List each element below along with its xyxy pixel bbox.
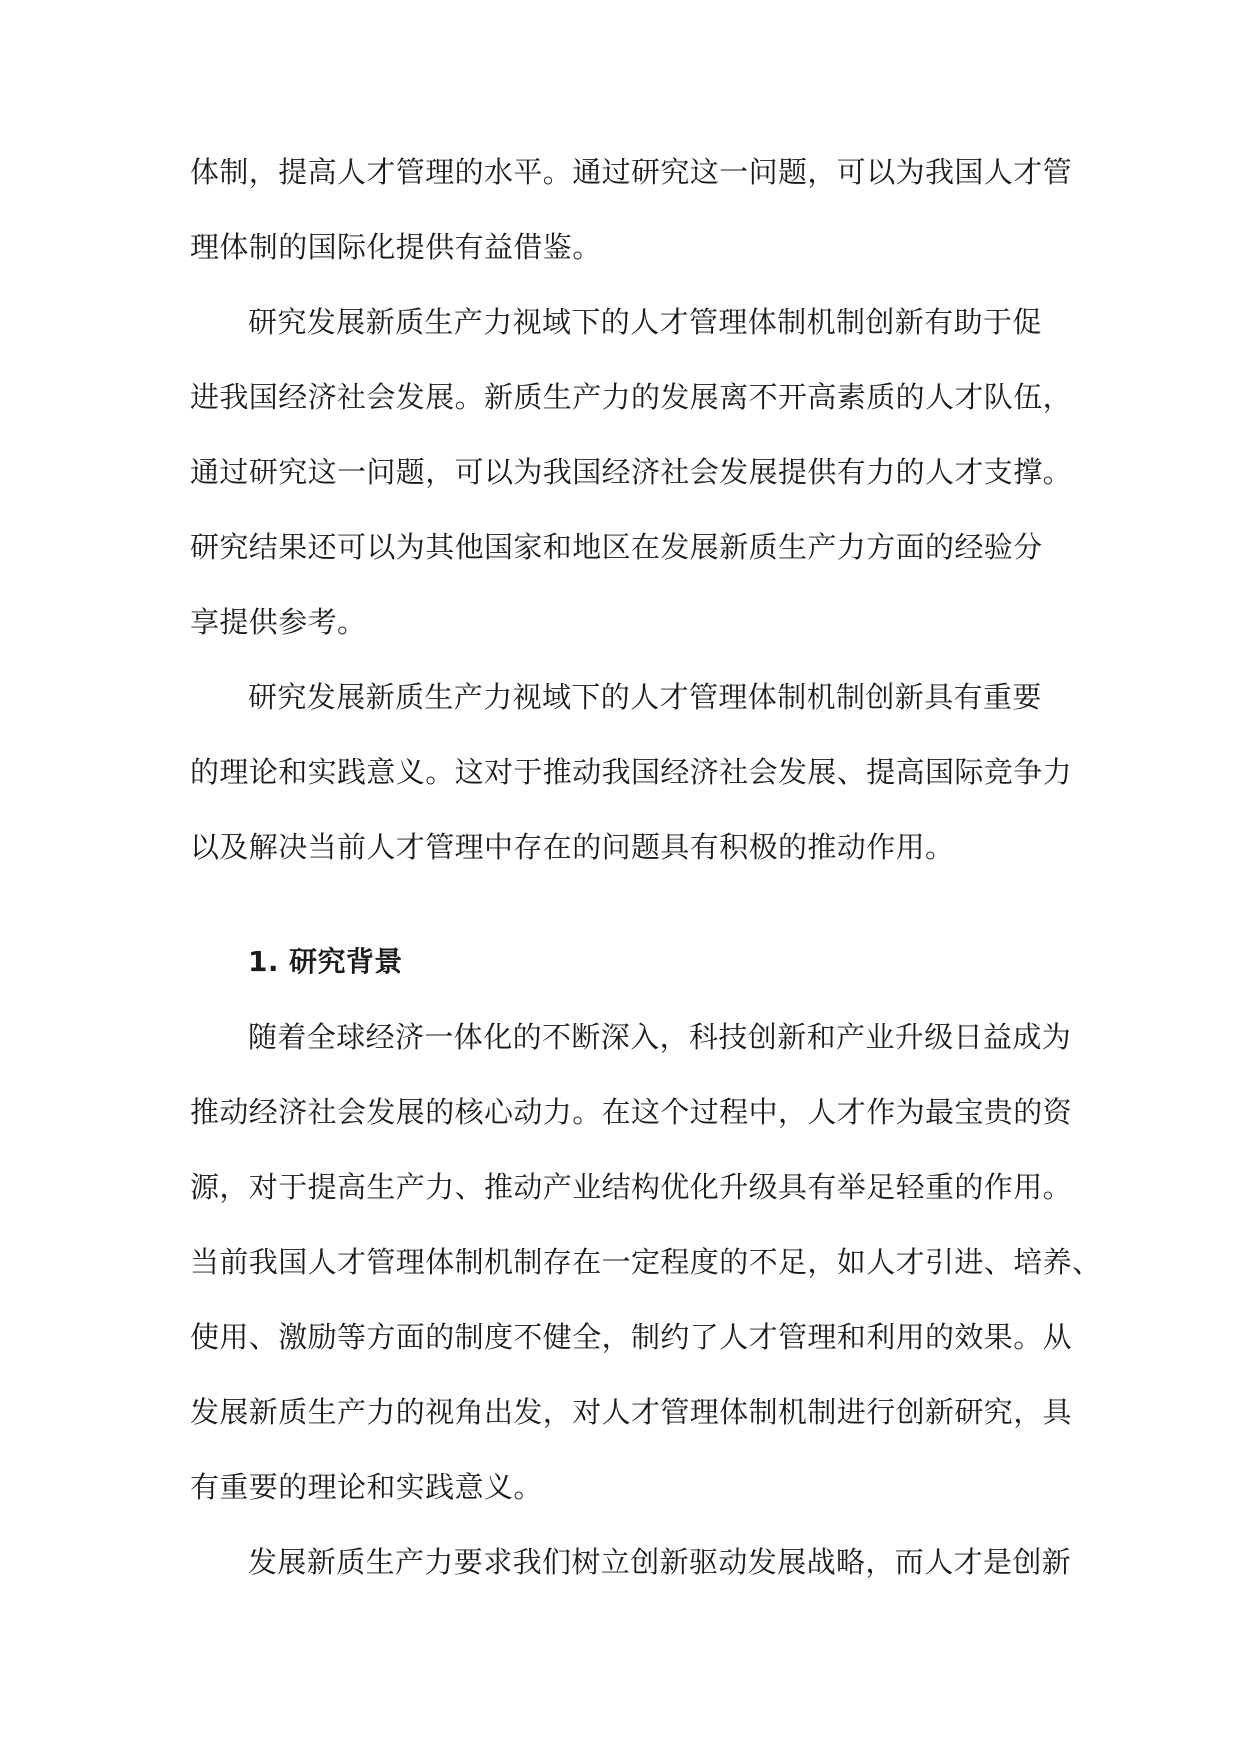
text-line: 推动经济社会发展的核心动力。在这个过程中，人才作为最宝贵的资	[190, 1095, 1073, 1129]
text-line: 理体制的国际化提供有益借鉴。	[190, 230, 602, 264]
text-line: 体制，提高人才管理的水平。通过研究这一问题，可以为我国人才管	[190, 155, 1073, 189]
text-line: 使用、激励等方面的制度不健全，制约了人才管理和利用的效果。从	[190, 1320, 1073, 1354]
text-line: 发展新质生产力的视角出发，对人才管理体制机制进行创新研究，具	[190, 1395, 1073, 1429]
text-line: 研究结果还可以为其他国家和地区在发展新质生产力方面的经验分	[190, 530, 1043, 564]
text-line: 进我国经济社会发展。新质生产力的发展离不开高素质的人才队伍，	[190, 380, 1073, 414]
text-line: 享提供参考。	[190, 605, 367, 639]
text-line: 的理论和实践意义。这对于推动我国经济社会发展、提高国际竞争力	[190, 755, 1073, 789]
text-line: 有重要的理论和实践意义。	[190, 1470, 543, 1504]
section-heading: 1. 研究背景	[248, 945, 403, 978]
text-line: 源，对于提高生产力、推动产业结构优化升级具有举足轻重的作用。	[190, 1170, 1073, 1204]
paragraph-start-line: 研究发展新质生产力视域下的人才管理体制机制创新具有重要	[248, 680, 1042, 714]
paragraph-start-line: 随着全球经济一体化的不断深入，科技创新和产业升级日益成为	[248, 1020, 1072, 1054]
paragraph-start-line: 研究发展新质生产力视域下的人才管理体制机制创新有助于促	[248, 305, 1042, 339]
paragraph-start-line: 发展新质生产力要求我们树立创新驱动发展战略，而人才是创新	[248, 1545, 1072, 1579]
text-line: 通过研究这一问题，可以为我国经济社会发展提供有力的人才支撑。	[190, 455, 1073, 489]
text-line: 以及解决当前人才管理中存在的问题具有积极的推动作用。	[190, 830, 955, 864]
text-line: 当前我国人才管理体制机制存在一定程度的不足，如人才引进、培养、	[190, 1245, 1102, 1279]
